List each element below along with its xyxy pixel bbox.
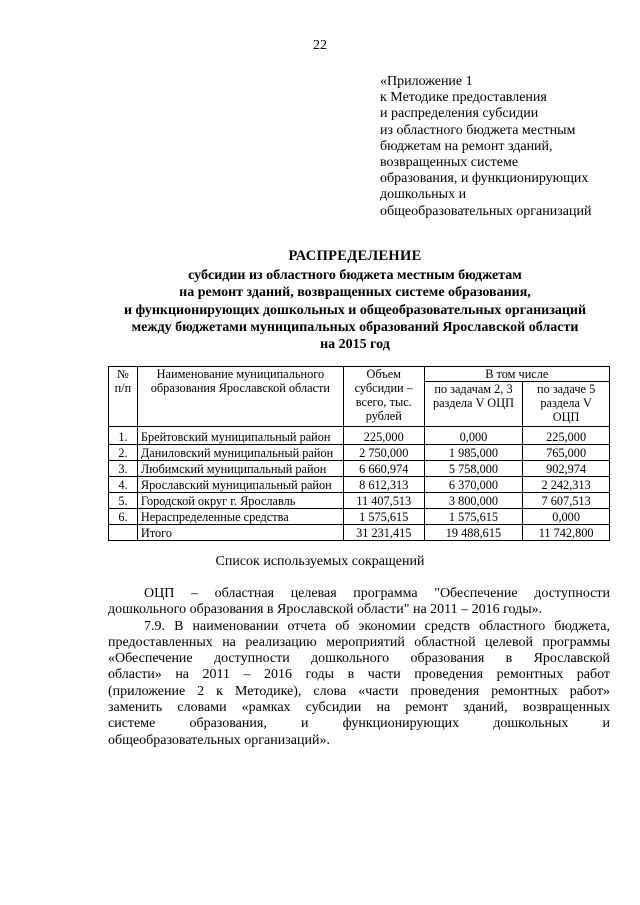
table-row — [109, 509, 610, 525]
cell-task23: 1 985,000 — [424, 445, 523, 461]
cell-num: 4. — [109, 477, 138, 493]
cell-task5: 11 742,800 — [523, 525, 610, 541]
appendix-line: возвращенных системе — [380, 155, 519, 171]
appendix-line: бюджетам на ремонт зданий, — [380, 138, 553, 154]
page-number: 22 — [313, 38, 327, 53]
cell-num: 6. — [109, 509, 138, 525]
paragraph-line: заменить словами «рамках субсидии на ремонт зданий, возвращенных — [108, 700, 610, 716]
cell-task5: 225,000 — [523, 427, 610, 445]
cell-num: 1. — [109, 427, 138, 445]
paragraph-line: (приложение 2 к Методике), слова «части проведения ремонтных работ» — [108, 683, 610, 699]
cell-task5: 7 607,513 — [523, 493, 610, 509]
cell-total: 11 407,513 — [343, 493, 424, 509]
cell-total: 31 231,415 — [343, 525, 424, 541]
cell-num: 3. — [109, 461, 138, 477]
appendix-line: из областного бюджета местным — [380, 122, 576, 138]
cell-task23: 3 800,000 — [424, 493, 523, 509]
cell-name: Любимский муниципальный район — [137, 461, 343, 477]
title-line: на ремонт зданий, возвращенных системе образования, — [179, 285, 531, 301]
header-task23: по задачам 2, 3 раздела V ОЦП — [424, 382, 523, 427]
table-row — [109, 427, 610, 445]
table-row — [109, 477, 610, 493]
paragraph-line: ОЦП – областная целевая программа "Обеспечение доступности — [144, 586, 610, 601]
paragraph-line: дошкольного образования в Ярославской области" на 2011 – 2016 годы». — [108, 602, 543, 618]
cell-task5: 2 242,313 — [523, 477, 610, 493]
body-text — [108, 586, 610, 749]
cell-task5: 0,000 — [523, 509, 610, 525]
cell-task23: 5 758,000 — [424, 461, 523, 477]
header-name: Наименование муниципального образования Ярославской области — [137, 367, 343, 427]
cell-num: 2. — [109, 445, 138, 461]
header-task5: по задаче 5 раздела V ОЦП — [523, 382, 610, 427]
appendix-line: дошкольных и — [380, 187, 467, 203]
paragraph-line: общеобразовательных организаций». — [108, 732, 330, 748]
title-main: РАСПРЕДЕЛЕНИЕ — [288, 248, 422, 264]
cell-total: 6 660,974 — [343, 461, 424, 477]
paragraph-line: «Обеспечение доступности дошкольного образования в Ярославской — [108, 651, 610, 667]
cell-total: 1 575,615 — [343, 509, 424, 525]
cell-num: 5. — [109, 493, 138, 509]
paragraph-line: области» на 2011 – 2016 годы в части проведения ремонтных работ — [108, 667, 610, 683]
cell-task5: 765,000 — [523, 445, 610, 461]
cell-name: Ярославский муниципальный район — [137, 477, 343, 493]
table-total-row — [109, 525, 610, 541]
paragraph-line: предоставленных на реализацию мероприятий областной целевой программы — [108, 634, 610, 650]
document-title — [95, 248, 615, 353]
cell-task23: 0,000 — [424, 427, 523, 445]
cell-name: Итого — [137, 525, 343, 541]
header-group: В том числе — [424, 367, 609, 382]
table-row — [109, 445, 610, 461]
cell-name: Даниловский муниципальный район — [137, 445, 343, 461]
cell-name: Брейтовский муниципальный район — [137, 427, 343, 445]
cell-total: 2 750,000 — [343, 445, 424, 461]
appendix-line: общеобразовательных организаций — [380, 203, 592, 219]
appendix-line: к Методике предоставления — [380, 90, 547, 106]
cell-total: 225,000 — [343, 427, 424, 445]
paragraph-line: 7.9. В наименовании отчета об экономии средств областного бюджета, — [144, 618, 610, 634]
cell-task23: 6 370,000 — [424, 477, 523, 493]
cell-task23: 19 488,615 — [424, 525, 523, 541]
appendix-note — [380, 74, 620, 220]
table-row — [109, 493, 610, 509]
title-line: на 2015 год — [320, 337, 390, 353]
abbreviations-title: Список используемых сокращений — [215, 554, 425, 569]
cell-task5: 902,974 — [523, 461, 610, 477]
title-line: между бюджетами муниципальных образований Ярославской области — [131, 319, 579, 335]
paragraph-line: системе образования, и функционирующих дошкольных и — [108, 716, 610, 732]
appendix-line: образования, и функционирующих — [380, 171, 589, 187]
cell-name: Нераспределенные средства — [137, 509, 343, 525]
cell-total: 8 612,313 — [343, 477, 424, 493]
title-line: субсидии из областного бюджета местным бюджетам — [188, 268, 522, 284]
title-line: и функционирующих дошкольных и общеобразовательных организаций — [123, 302, 587, 318]
cell-num — [109, 525, 138, 541]
cell-name: Городской округ г. Ярославль — [137, 493, 343, 509]
header-total: Объем субсидии – всего, тыс. рублей — [343, 367, 424, 427]
header-num: № п/п — [109, 367, 138, 427]
cell-task23: 1 575,615 — [424, 509, 523, 525]
appendix-line: и распределения субсидии — [380, 106, 539, 122]
table-row — [109, 461, 610, 477]
distribution-table — [108, 366, 610, 541]
appendix-line: «Приложение 1 — [380, 74, 473, 89]
